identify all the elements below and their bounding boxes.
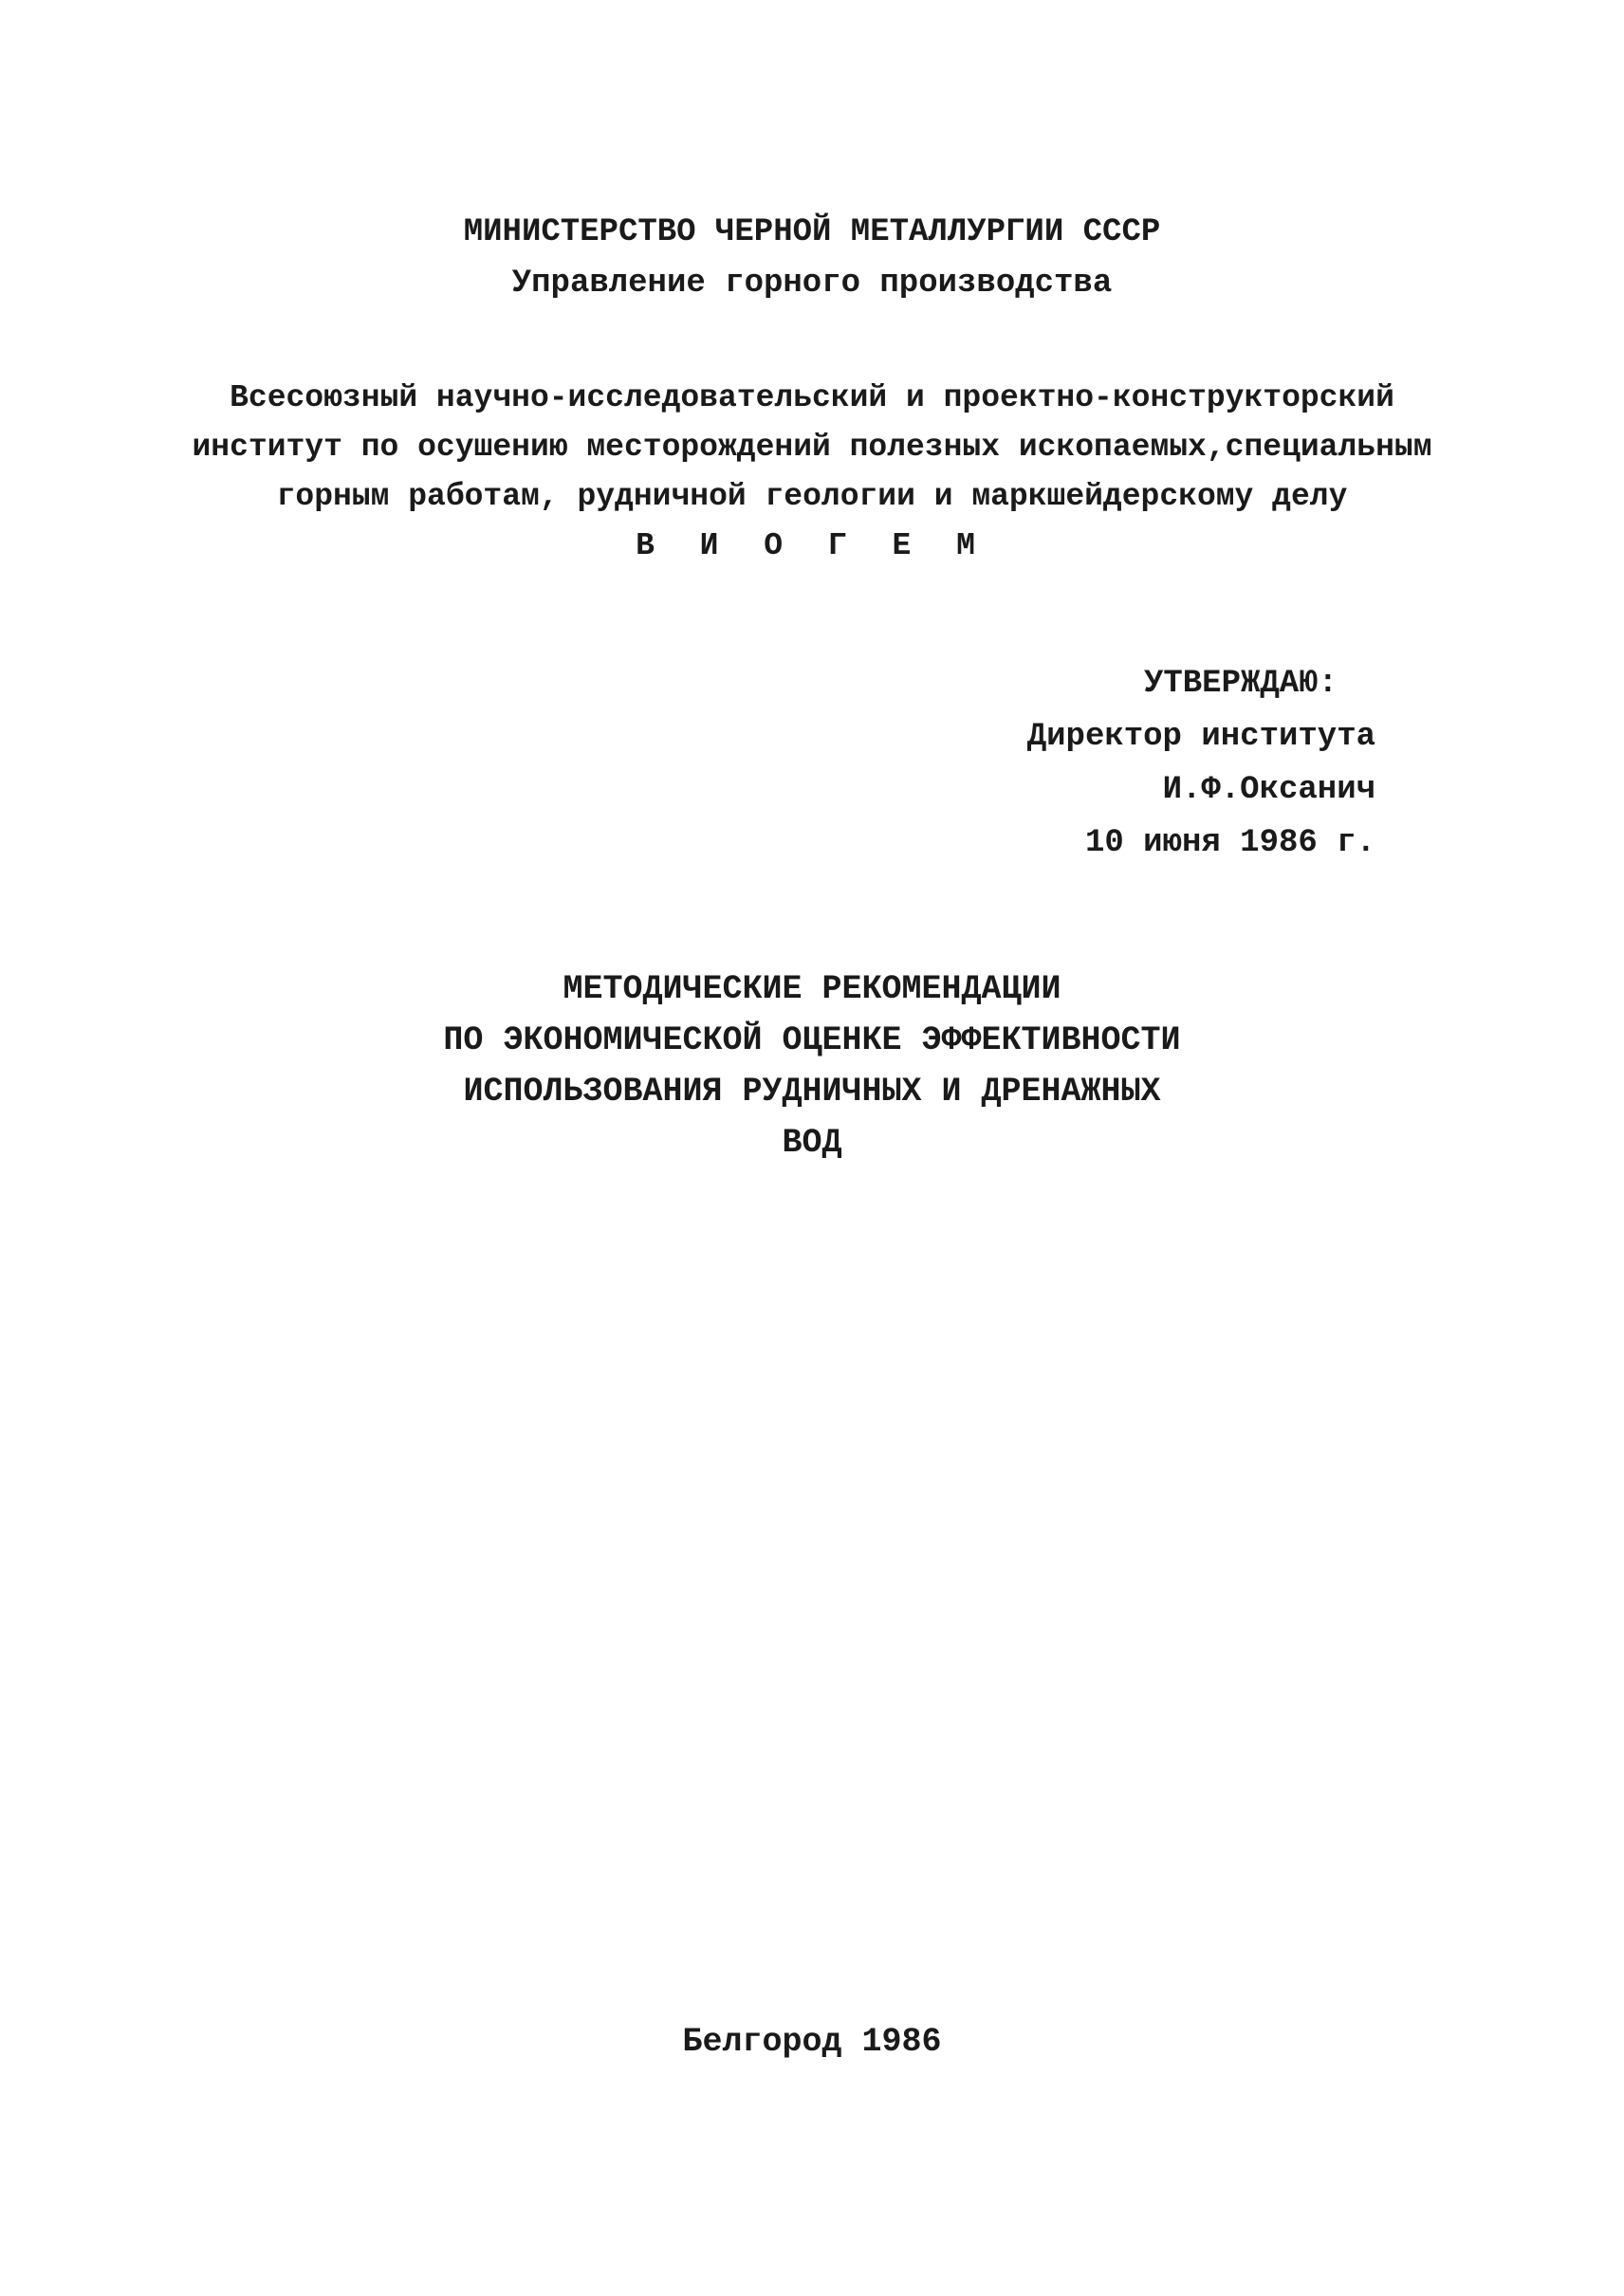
institute-line-2: институт по осушению месторождений полезных ископаемых,специальным bbox=[192, 430, 1432, 465]
document-footer bbox=[0, 2016, 1624, 2067]
title-line-3: ИСПОЛЬЗОВАНИЯ РУДНИЧНЫХ И ДРЕНАЖНЫХ bbox=[463, 1073, 1161, 1111]
title-line-2: ПО ЭКОНОМИЧЕСКОЙ ОЦЕНКЕ ЭФФЕКТИВНОСТИ bbox=[443, 1021, 1181, 1059]
institute-line-1: Всесоюзный научно-исследовательский и проектно-конструкторский bbox=[230, 380, 1394, 415]
institute-line-3: горным работам, рудничной геологии и маркшейдерскому делу bbox=[276, 479, 1348, 514]
approval-heading: УТВЕРЖДАЮ: bbox=[1143, 666, 1338, 702]
title-line-1: МЕТОДИЧЕСКИЕ РЕКОМЕНДАЦИИ bbox=[563, 970, 1061, 1008]
place-year: Белгород 1986 bbox=[682, 2023, 942, 2061]
approval-date: 10 июня 1986 г. bbox=[1084, 825, 1375, 861]
title-line-4: ВОД bbox=[782, 1124, 842, 1162]
department-name: Управление горного производства bbox=[511, 266, 1113, 302]
approval-name: И.Ф.Оксанич bbox=[1162, 772, 1375, 808]
approval-block bbox=[1027, 657, 1375, 870]
document-title bbox=[0, 964, 1624, 1168]
approval-position: Директор института bbox=[1026, 719, 1375, 755]
institute-block bbox=[0, 374, 1624, 571]
institute-abbreviation: В И О Г Е М bbox=[636, 528, 988, 563]
ministry-name: МИНИСТЕРСТВО ЧЕРНОЙ МЕТАЛЛУРГИИ СССР bbox=[463, 214, 1161, 250]
ministry-header bbox=[0, 207, 1624, 309]
